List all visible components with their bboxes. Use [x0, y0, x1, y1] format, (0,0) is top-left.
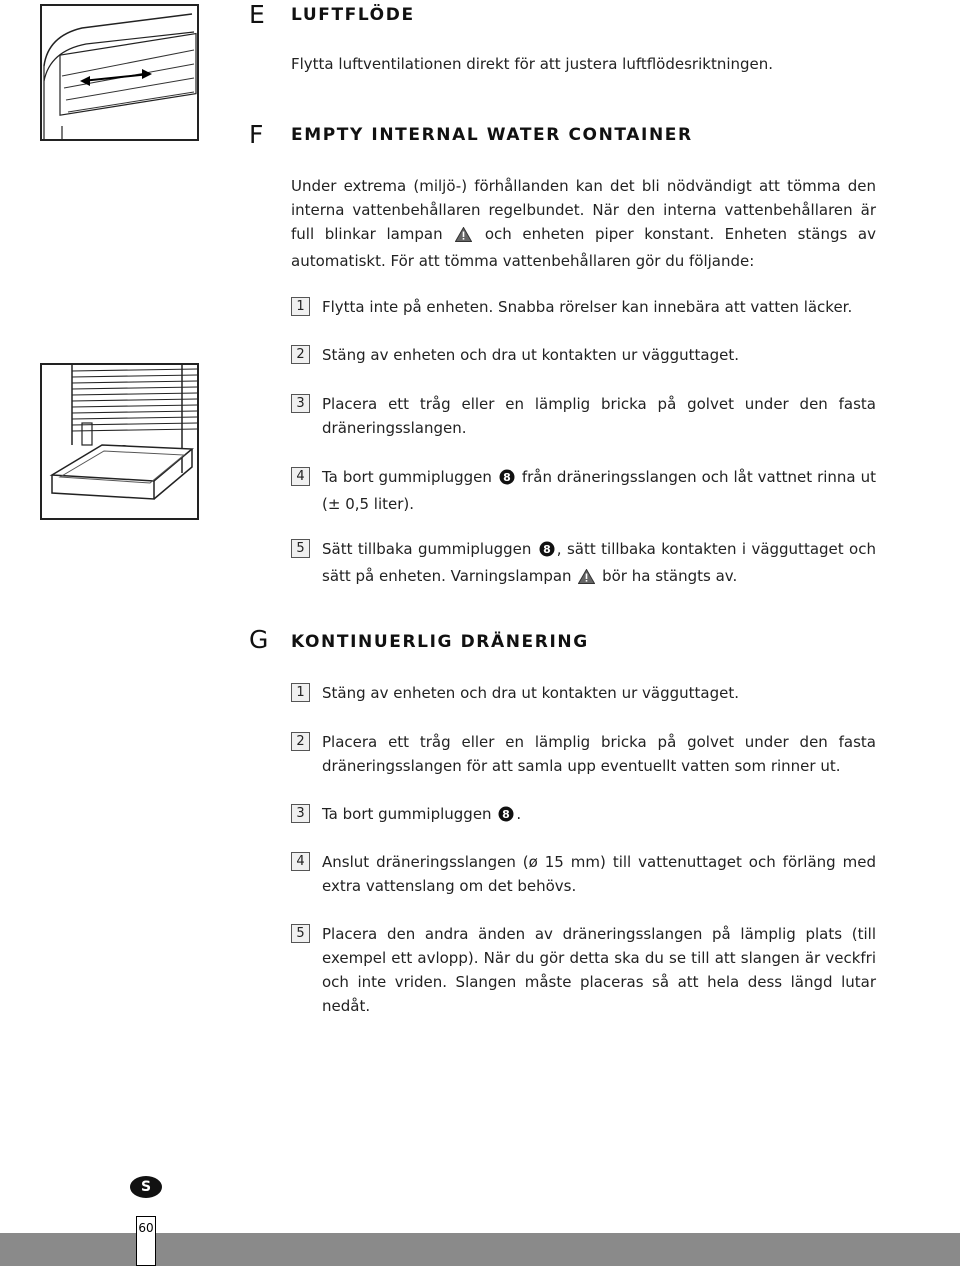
svg-text:8: 8: [542, 543, 551, 556]
step-number: 3: [291, 394, 310, 413]
air-vent-drawing: [42, 6, 197, 139]
step-text: Stäng av enheten och dra ut kontakten ur vägguttaget.: [322, 346, 739, 364]
warning-triangle-icon: [578, 567, 595, 591]
step-number: 5: [291, 924, 310, 943]
part-number-badge-icon: [539, 540, 555, 564]
svg-text:8: 8: [503, 471, 511, 484]
section-e-text: Flytta luftventilationen direkt för att justera luftflödesriktningen.: [291, 55, 774, 73]
step-text: Ta bort gummipluggen 8 .: [322, 802, 876, 829]
step-number: 3: [291, 804, 310, 823]
part-number-badge-icon: [499, 468, 515, 492]
step-text: Placera ett tråg eller en lämplig bricka på golvet under den fasta dräneringsslangen.: [322, 395, 876, 437]
svg-text:8: 8: [502, 808, 511, 821]
airflow-illustration: [40, 4, 199, 141]
step-number: 2: [291, 732, 310, 751]
section-title-g: KONTINUERLIG DRÄNERING: [291, 632, 589, 652]
section-letter-f: F: [249, 120, 264, 149]
step-number: 5: [291, 539, 310, 558]
page-number: 60: [138, 1221, 154, 1235]
step-number: 1: [291, 297, 310, 316]
step-text: Stäng av enheten och dra ut kontakten ur vägguttaget.: [322, 684, 739, 702]
section-f-intro: Under extrema (miljö-) förhållanden kan det bli nödvändigt att tömma den interna vattenbehållaren regelbundet. När den interna vattenbehållaren är full blinkar lampan och enheten piper konstant. Enheten stängs av automatiskt. För att tömma vattenbehållaren gör du följande:: [291, 177, 876, 270]
step-text: Sätt tillbaka gummipluggen 8 , sätt tillbaka kontakten i vägguttaget och sätt på enheten. Varningslampan bör ha stängts av.: [322, 537, 876, 591]
step-number: 1: [291, 683, 310, 702]
section-title-f: EMPTY INTERNAL WATER CONTAINER: [291, 125, 693, 145]
step-text: Anslut dräneringsslangen (ø 15 mm) till vattenuttaget och förläng med extra vattenslang om det behövs.: [322, 853, 876, 895]
step-text: Placera den andra änden av dräneringsslangen på lämplig plats (till exempel ett avlopp). När du gör detta ska du se till att slangen är veckfri och inte vriden. Slangen måste placeras så att hela dess längd lutar nedåt.: [322, 925, 876, 1015]
step-number: 2: [291, 345, 310, 364]
language-badge: S: [130, 1176, 162, 1198]
step-text: Placera ett tråg eller en lämplig bricka på golvet under den fasta dräneringsslangen för att samla upp eventuellt vatten som rinner ut.: [322, 733, 876, 775]
drain-tray-illustration: [40, 363, 199, 520]
section-letter-e: E: [249, 0, 265, 29]
step-text: Flytta inte på enheten. Snabba rörelser kan innebära att vatten läcker.: [322, 298, 853, 316]
step-number: 4: [291, 467, 310, 486]
part-number-badge-icon: [498, 805, 514, 829]
step-number: 4: [291, 852, 310, 871]
section-letter-g: G: [249, 625, 269, 654]
warning-triangle-icon: [455, 225, 472, 249]
section-title-e: LUFTFLÖDE: [291, 5, 415, 25]
step-text: Ta bort gummipluggen 8 från dräneringsslangen och låt vattnet rinna ut (± 0,5 liter).: [322, 468, 876, 513]
tray-drawing: [42, 365, 197, 518]
